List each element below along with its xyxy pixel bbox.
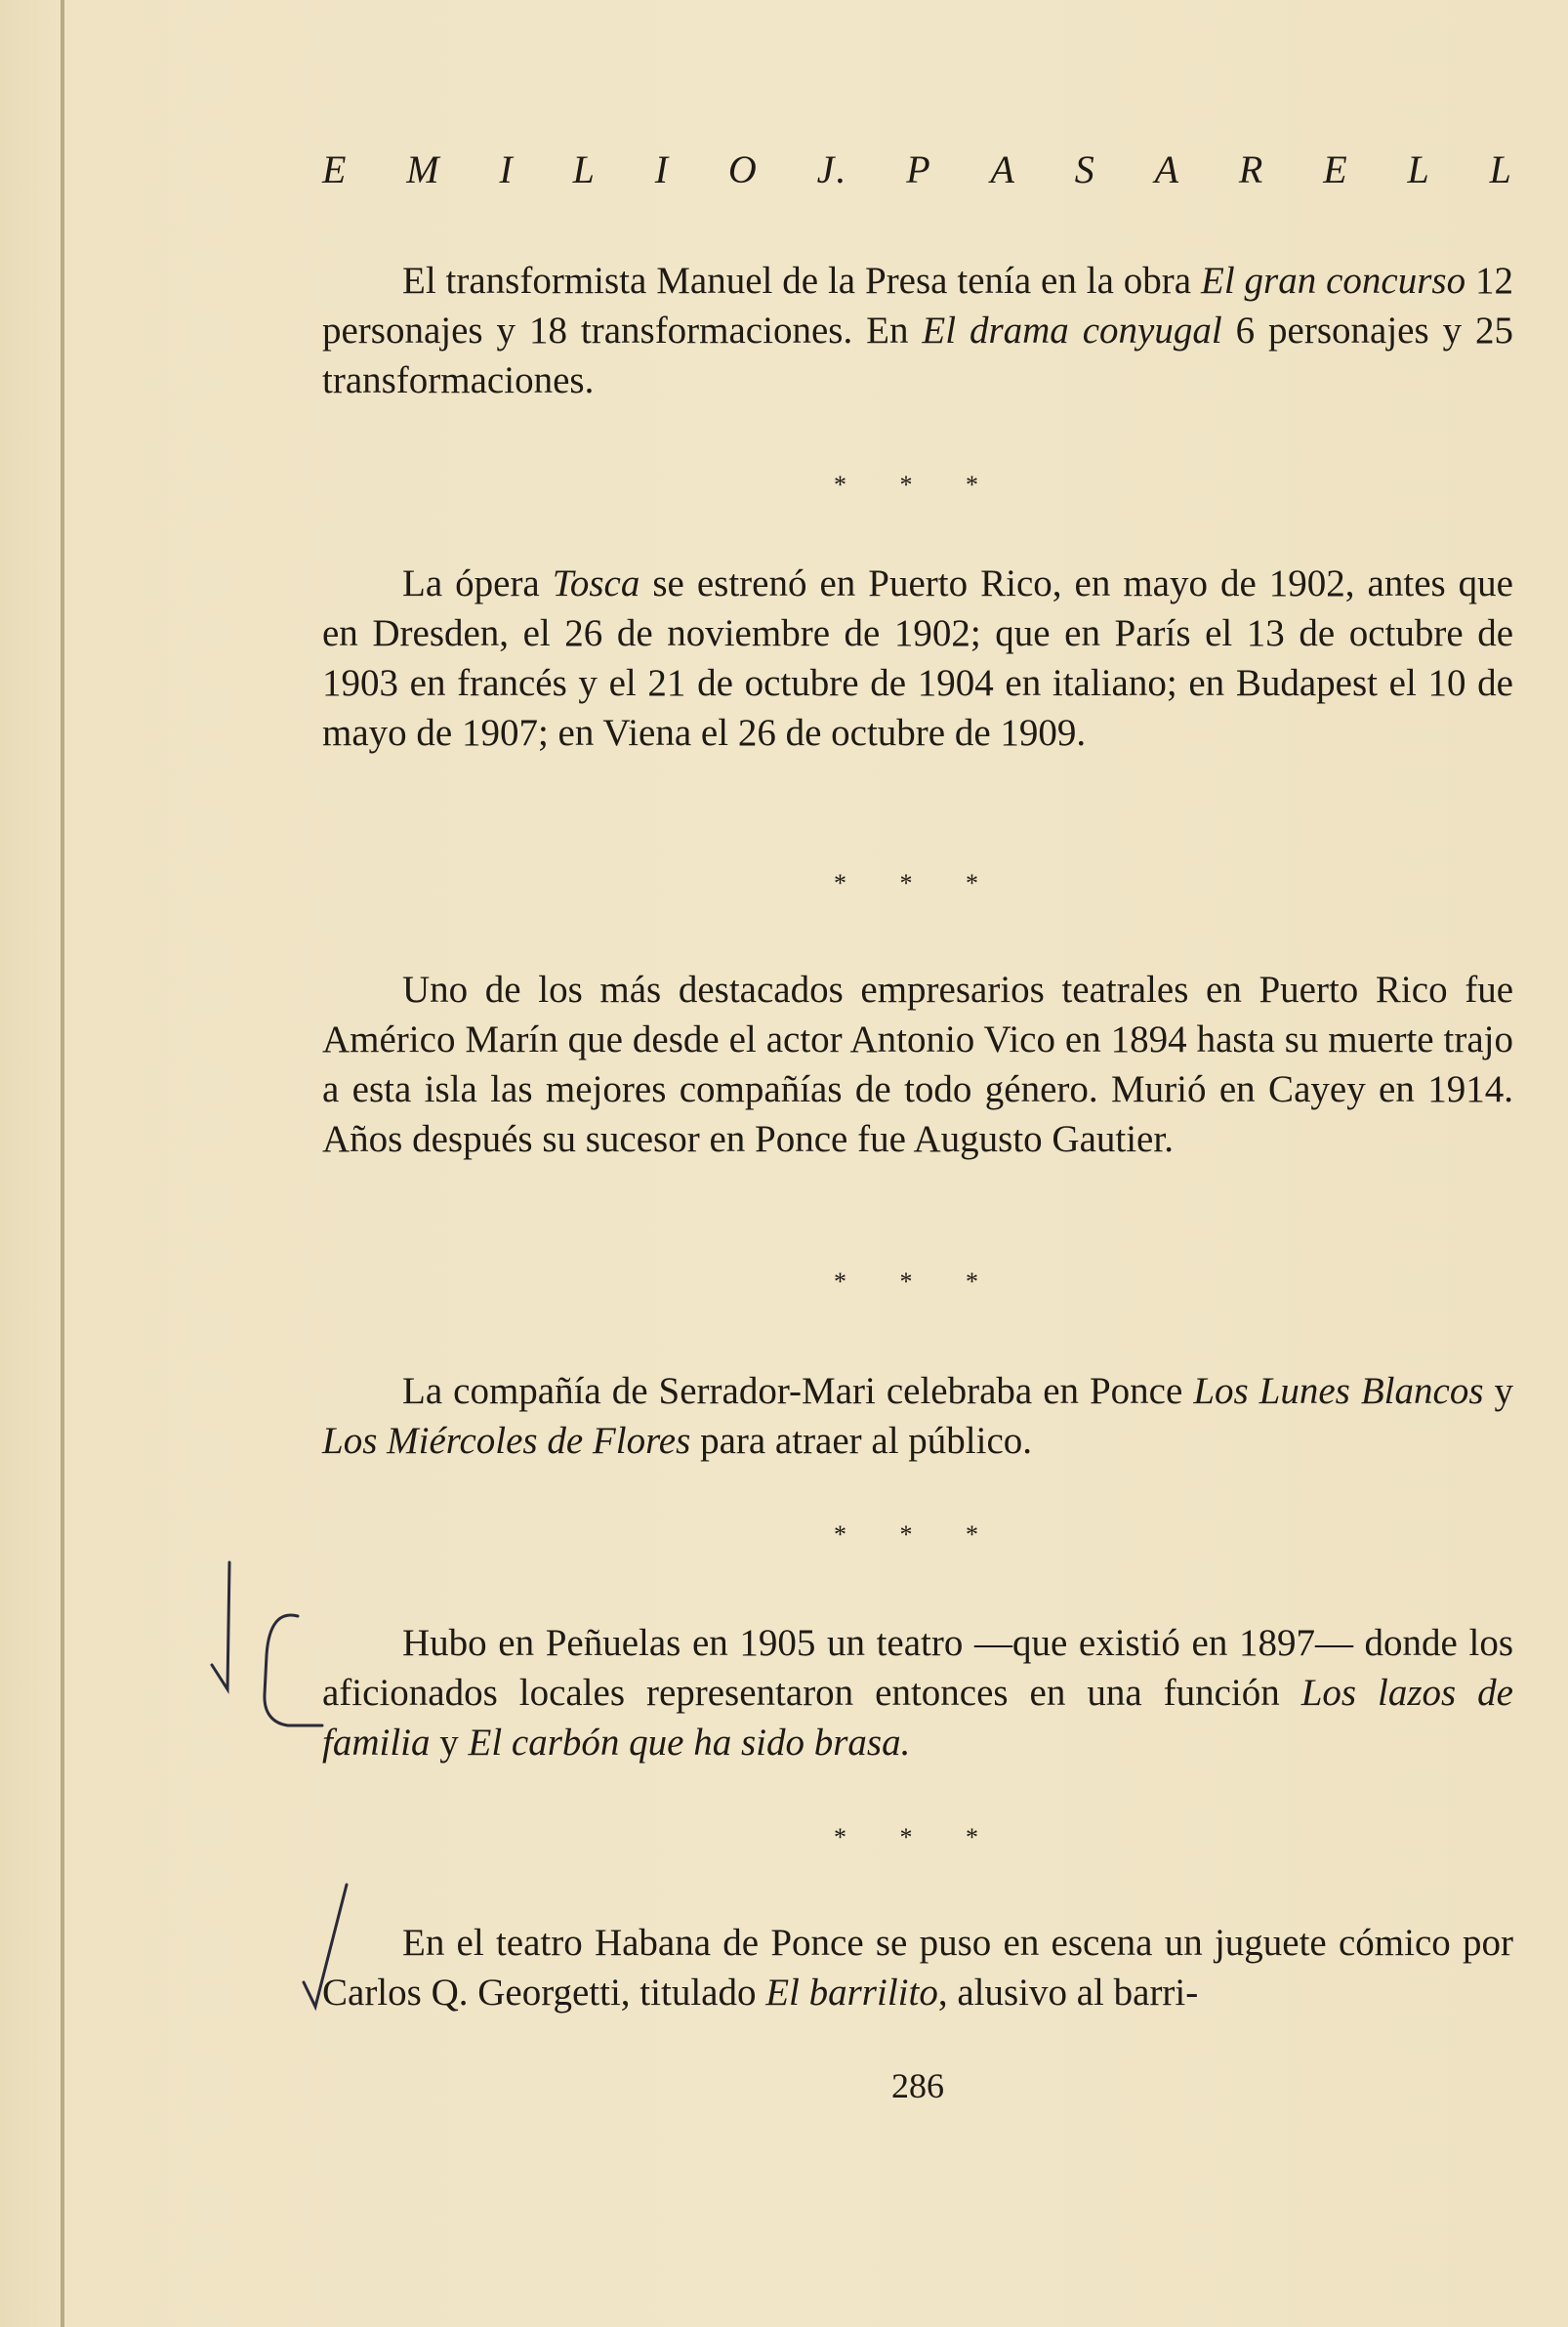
section-separator: * * * <box>834 869 1002 897</box>
text-run: y <box>430 1722 469 1764</box>
italic-title: El carbón que ha sido brasa. <box>468 1722 911 1764</box>
running-head-initial: J. <box>816 147 848 191</box>
running-head-letter: E <box>322 147 349 191</box>
running-head-letter: L <box>572 147 597 191</box>
italic-title: Los lazos de familia <box>322 1672 1513 1764</box>
text-run: 12 personajes y 18 transformaciones. En <box>322 260 1514 352</box>
running-head-letter: A <box>990 147 1016 191</box>
handwritten-check-mark <box>200 1548 327 1772</box>
running-head-letter: I <box>654 147 671 191</box>
running-head-letter: L <box>1407 147 1431 191</box>
text-run: La compañía de Serrador-Mari celebraba en Ponce <box>402 1370 1194 1412</box>
handwritten-check-mark <box>259 1875 376 2021</box>
running-head-letter: L <box>1489 147 1513 191</box>
section-separator: * * * <box>834 1267 1002 1296</box>
section-separator: * * * <box>834 1823 1002 1851</box>
text-run: El transformista Manuel de la Presa tenía en la obra <box>402 260 1201 302</box>
italic-title: Los Miércoles de Flores <box>322 1420 691 1462</box>
text-run: y <box>1483 1370 1513 1412</box>
paragraph <box>322 256 1513 405</box>
italic-title: Tosca <box>552 562 640 604</box>
paragraph <box>322 1918 1513 2017</box>
text-run: para atraer al público. <box>690 1420 1033 1462</box>
paragraph <box>322 559 1513 758</box>
italic-title: El barrilito <box>765 1972 938 2014</box>
paragraph <box>322 1618 1513 1767</box>
running-head-letter: O <box>727 147 759 191</box>
paragraph-block <box>322 559 1513 758</box>
text-run: se estrenó en Puerto Rico, en mayo de 1902, antes que en Dresden, el 26 de noviembre de 1902; que en París el 13 de octubre de 1903 en francés y el 21 de octubre de 1904 en italiano; en Budapest el 10 de mayo de 1907; en Viena el 26 de octubre de 1909. <box>322 562 1513 754</box>
text-run: La ópera <box>402 562 553 604</box>
running-head-letter: R <box>1238 147 1265 191</box>
running-head-letter: I <box>499 147 515 191</box>
section-separator: * * * <box>834 471 1002 499</box>
text-run: En el teatro Habana de Ponce se puso en escena un juguete cómico por Carlos Q. Georgetti, titulado <box>322 1922 1513 2014</box>
running-head <box>322 146 1513 192</box>
text-run: , alusivo al barri- <box>937 1972 1199 2014</box>
italic-title: Los Lunes Blancos <box>1193 1370 1484 1412</box>
running-head-letter: E <box>1323 147 1349 191</box>
page-number: 286 <box>891 2066 944 2105</box>
running-head-letter: S <box>1074 147 1096 191</box>
running-head-letter: A <box>1154 147 1181 191</box>
text-run: Uno de los más destacados empresarios teatrales en Puerto Rico fue Américo Marín que desde el actor Antonio Vico en 1894 hasta su muerte trajo a esta isla las mejores compañías de todo género. Murió en Cayey en 1914. Años después su sucesor en Ponce fue Augusto Gautier. <box>322 969 1513 1160</box>
italic-title: El gran concurso <box>1201 260 1466 302</box>
paragraph-block <box>322 1618 1513 1767</box>
paragraph-block <box>322 1918 1513 2017</box>
running-head-letter: M <box>406 147 441 191</box>
text-run: 6 personajes y 25 transformaciones. <box>322 310 1513 401</box>
paragraph <box>322 1366 1513 1466</box>
paragraph <box>322 965 1513 1164</box>
italic-title: El drama conyugal <box>922 310 1222 352</box>
paragraph-block <box>322 965 1513 1164</box>
section-separator: * * * <box>834 1520 1002 1549</box>
binding-edge <box>61 0 64 2327</box>
text-run: Hubo en Peñuelas en 1905 un teatro —que existió en 1897— donde los aficionados locales representaron entonces en una función <box>322 1622 1513 1714</box>
running-head-letter: P <box>906 147 932 191</box>
paragraph-block <box>322 1366 1513 1466</box>
paragraph-block <box>322 256 1513 405</box>
